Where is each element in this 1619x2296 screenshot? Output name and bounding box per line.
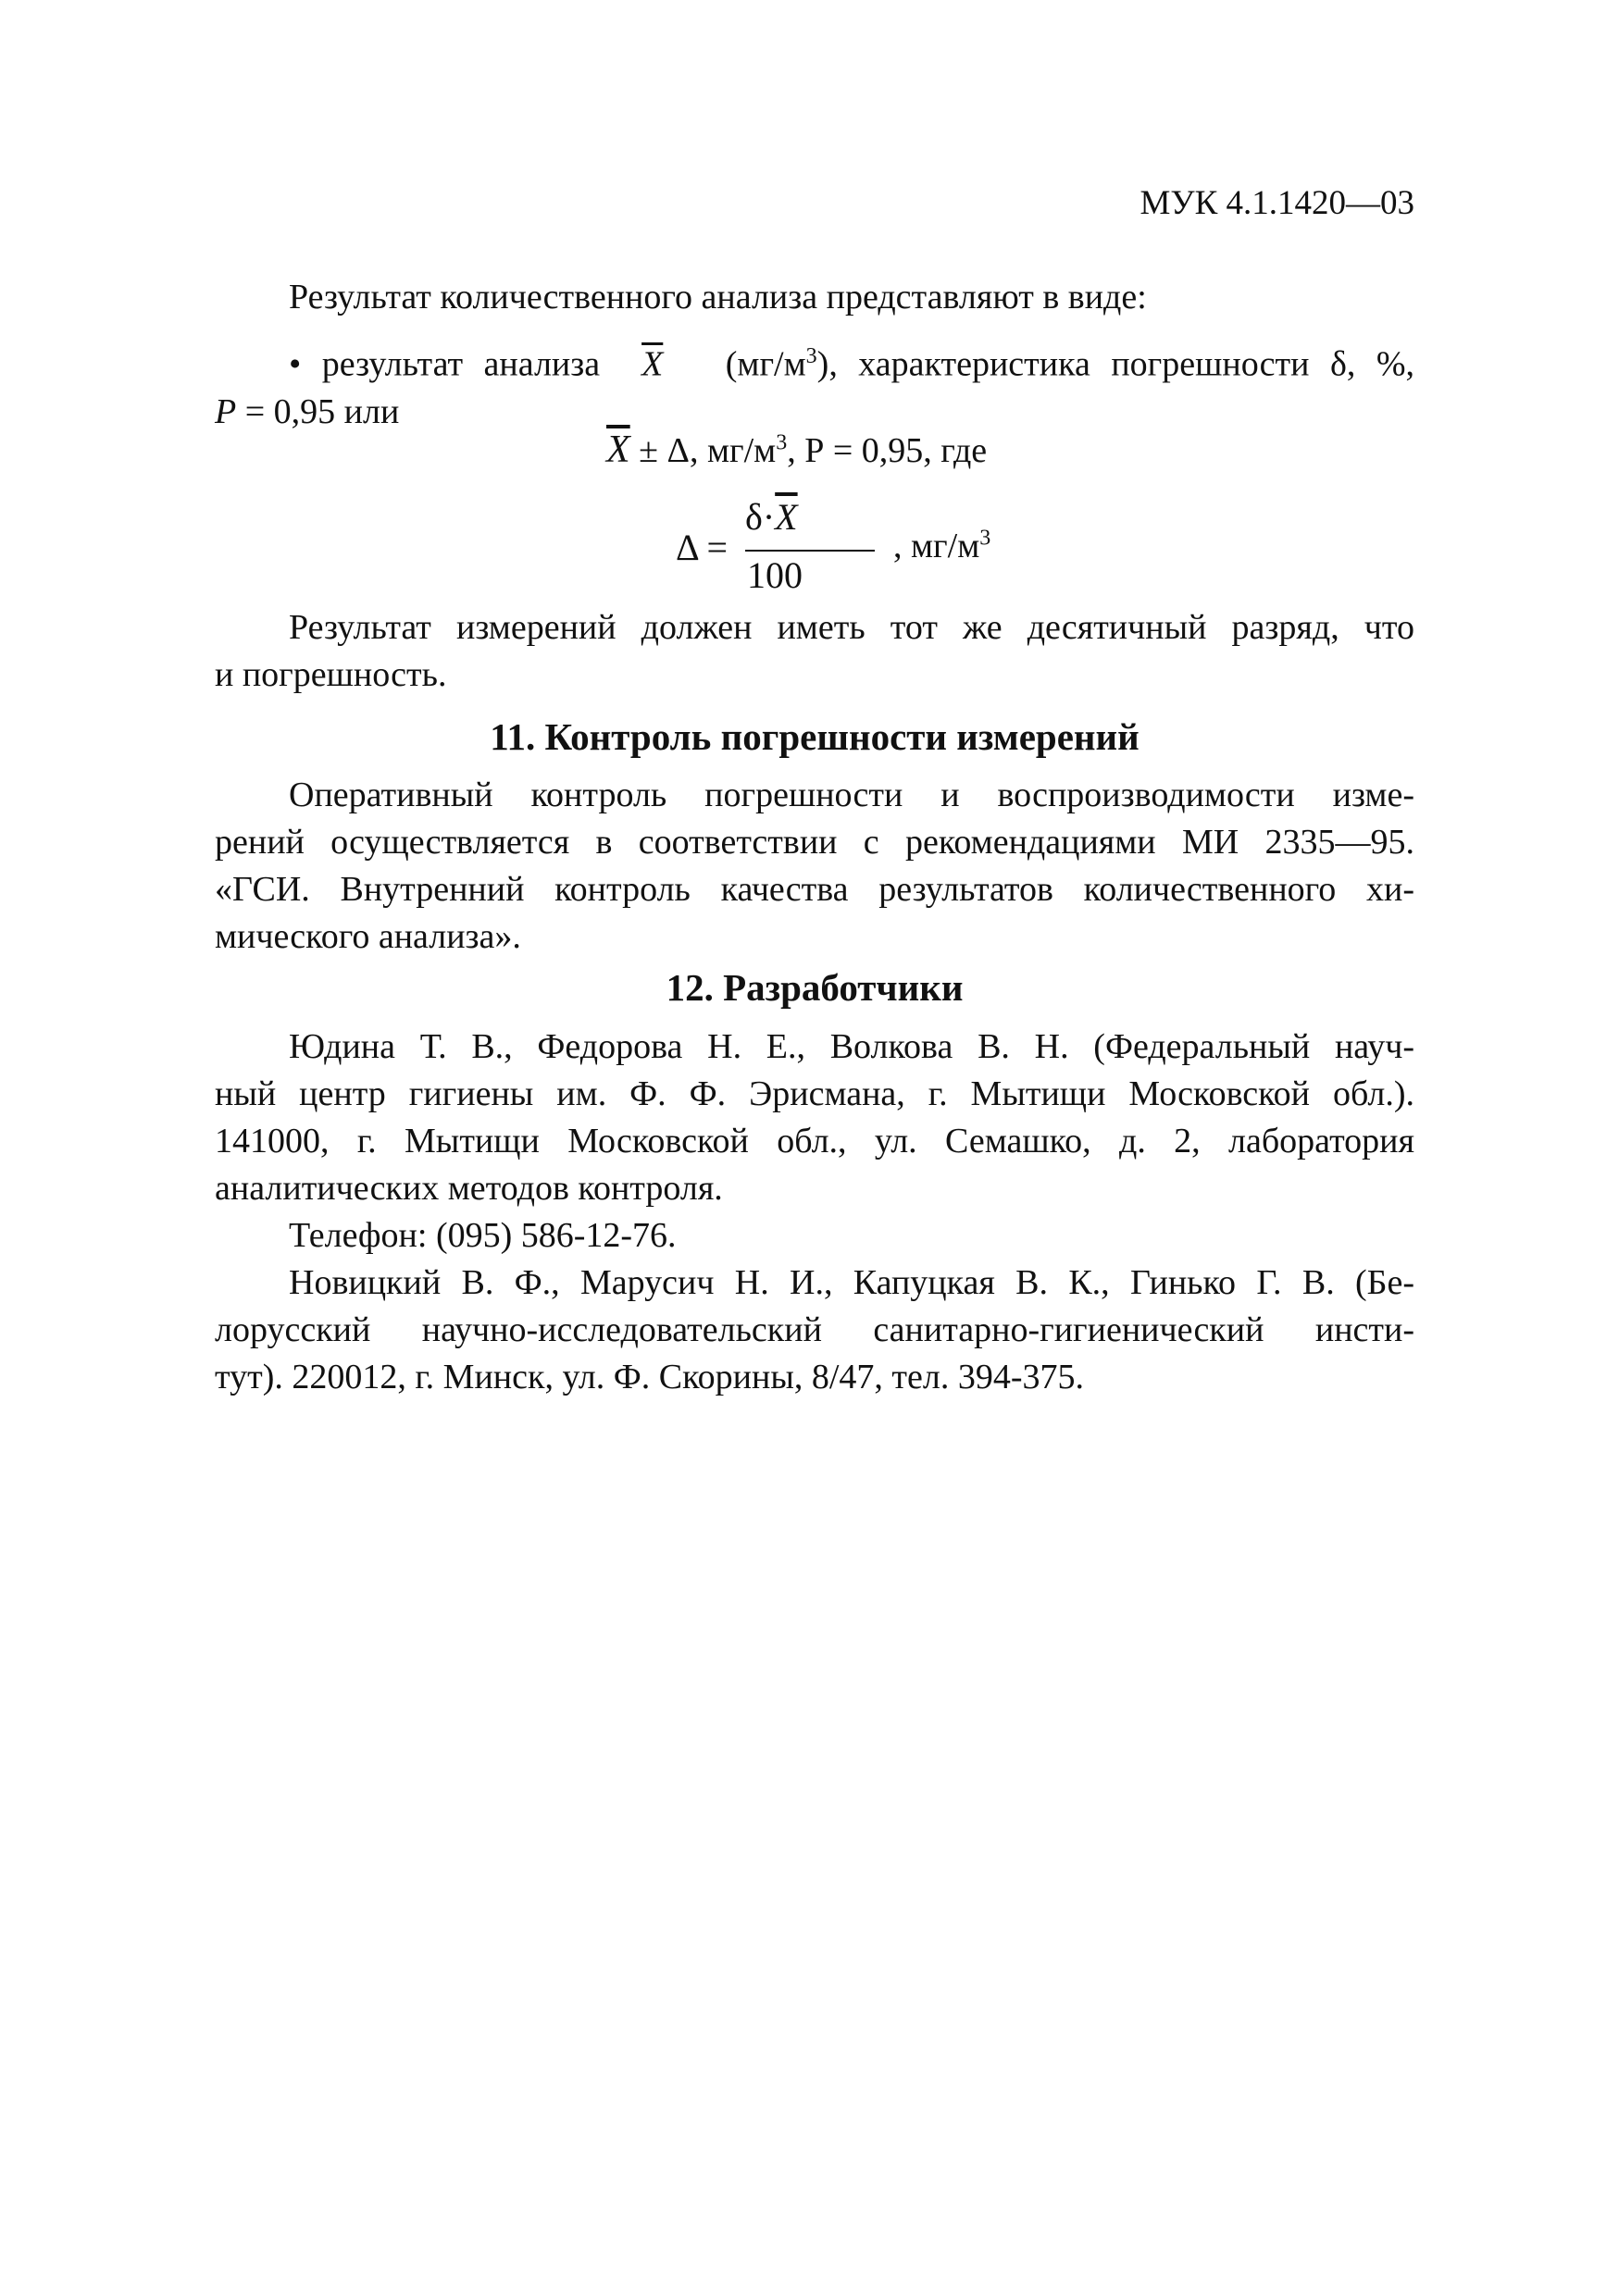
delta-symbol: δ· [745,496,776,538]
x-bar-symbol: $\overline{X}$ [775,496,798,538]
result-intro-text: Результат количественного анализа представляют в виде: [289,278,1147,316]
developers-line: аналитических методов контроля. [215,1169,723,1208]
unit-superscript: 3 [805,344,817,368]
section-11-heading: 11. Контроль погрешности измерений [490,715,1140,758]
section-11-line: Оперативный контроль погрешности и воспроизводимости изме- [289,776,1414,814]
precision-line-1: Результат измерений должен иметь тот же десятичный разряд, что [289,608,1414,647]
unit-superscript: 3 [776,430,788,455]
developers-line: 141000, г. Мытищи Московской обл., ул. Семашко, д. 2, лаборатория [215,1122,1414,1160]
result-intro-paragraph [215,274,1414,321]
probability-text: = 0,95 или [236,391,400,431]
bullet-text: • результат анализа [289,344,601,384]
section-12-heading: 12. Разработчики [666,966,964,1009]
document-code-header: МУК 4.1.1420—03 [1140,184,1414,222]
unit-text: , мг/м [893,527,980,565]
developers-line: ный центр гигиены им. Ф. Ф. Эрисмана, г. Мытищи Московской обл.). [215,1074,1414,1113]
developers-line: лорусский научно-исследовательский санитарно-гигиенический инсти- [215,1310,1414,1349]
developers-line: Новицкий В. Ф., Марусич Н. И., Капуцкая В. К., Гинько Г. В. (Бе- [289,1263,1414,1302]
precision-paragraph [215,604,1414,699]
delta-unit [893,526,990,566]
x-bar-symbol: $\overline{X}$ [641,344,664,384]
fraction-bar [745,550,875,552]
developers-line: тут). 220012, г. Минск, ул. Ф. Скорины, 8/47, тел. 394-375. [215,1358,1084,1396]
phone-line: Телефон: (095) 586-12-76. [289,1216,677,1255]
delta-lhs: Δ = [676,527,729,568]
section-11-line: «ГСИ. Внутренний контроль качества результатов количественного хи- [215,870,1414,909]
unit-text: (мг/м [725,344,806,384]
error-characteristic-text: ), характеристика погрешности δ, %, [816,344,1415,384]
x-bar-symbol: $\overline{X}$ [606,428,630,471]
formula-text: , Р = 0,95, где [787,431,988,470]
formula-text: ± Δ, мг/м [629,431,777,470]
fraction-denominator: 100 [747,554,803,596]
result-bullet-paragraph [215,333,1414,436]
section-11-line: рений осуществляется в соответствии с рекомендациями МИ 2335—95. [215,823,1414,862]
section-12-developers [215,1024,1414,1401]
precision-line-2: и погрешность. [215,655,447,694]
p-symbol: P [215,391,237,431]
section-11-paragraph [215,772,1414,961]
result-formula [606,428,987,472]
developers-line: Юдина Т. В., Федорова Н. Е., Волкова В. Н. (Федеральный науч- [289,1027,1414,1066]
unit-superscript: 3 [979,526,991,551]
fraction-numerator [745,495,798,539]
result-bullet-line-1 [215,333,1414,389]
section-11-line: мического анализа». [215,917,521,956]
